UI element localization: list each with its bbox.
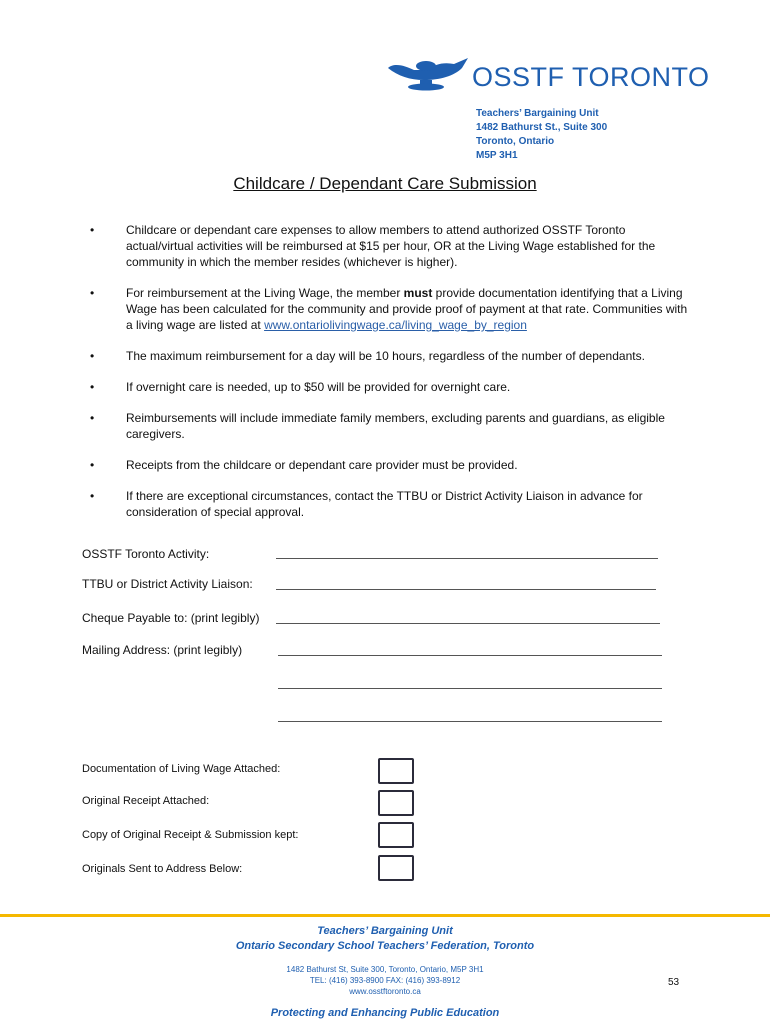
cheque-label: Cheque Payable to: (print legibly): [82, 611, 260, 625]
mailing-address-field[interactable]: [278, 721, 662, 722]
address-line: M5P 3H1: [476, 150, 518, 161]
address-line: 1482 Bathurst St., Suite 300: [476, 122, 608, 133]
list-item: [90, 410, 690, 442]
bullet-icon: •: [90, 458, 95, 472]
bullet-icon: •: [90, 411, 95, 425]
bullet-text: Reimbursements will include immediate family members, excluding parents and guardians, as eligible caregivers.: [126, 411, 665, 441]
originals-sent-checkbox[interactable]: [378, 855, 414, 881]
mailing-label: Mailing Address: (print legibly): [82, 643, 243, 657]
checkbox-label: Copy of Original Receipt & Submission kept:: [82, 829, 299, 841]
mailing-address-field[interactable]: [278, 688, 662, 689]
living-wage-link[interactable]: www.ontariolivingwage.ca/living_wage_by_region: [264, 318, 527, 332]
bullet-icon: •: [90, 380, 95, 394]
page-number: 53: [668, 977, 680, 988]
liaison-label: TTBU or District Activity Liaison:: [82, 577, 253, 591]
bullet-icon: •: [90, 349, 95, 363]
bullet-text: Childcare or dependant care expenses to allow members to attend authorized OSSTF Toronto actual/virtual activities will be reimbursed at $15 per hour, OR at the Living Wage established for the community in which the member resides (whichever is higher).: [126, 223, 656, 269]
list-item: [90, 488, 690, 520]
bullet-list: [90, 222, 690, 535]
bullet-text: If there are exceptional circumstances, contact the TTBU or District Activity Liaison in advance for consideration of special approval.: [126, 489, 643, 519]
receipt-attached-checkbox[interactable]: [378, 790, 414, 816]
footer-website[interactable]: www.osstftoronto.ca: [349, 987, 421, 996]
footer-phone: TEL: (416) 393-8900 FAX: (416) 393-8912: [309, 976, 461, 985]
oil-lamp-icon: [384, 52, 470, 97]
emphasis-must: must: [403, 286, 433, 300]
bullet-icon: •: [90, 286, 95, 300]
bullet-icon: •: [90, 223, 95, 237]
footer-address: 1482 Bathurst St, Suite 300, Toronto, Ontario, M5P 3H1: [286, 965, 484, 974]
list-item: [90, 379, 690, 395]
checkbox-label: Originals Sent to Address Below:: [82, 863, 243, 875]
checkbox-label: Original Receipt Attached:: [82, 795, 210, 807]
mailing-address-field[interactable]: [278, 655, 662, 656]
activity-label: OSSTF Toronto Activity:: [82, 547, 210, 561]
checkbox-label: Documentation of Living Wage Attached:: [82, 763, 281, 775]
address-line: Toronto, Ontario: [476, 136, 555, 147]
bullet-text: For reimbursement at the Living Wage, the member: [126, 286, 404, 300]
footer-unit: Teachers’ Bargaining Unit: [317, 925, 453, 937]
page-title: Childcare / Dependant Care Submission: [233, 174, 537, 193]
footer-federation: Ontario Secondary School Teachers’ Federation, Toronto: [235, 940, 535, 952]
cheque-payable-field[interactable]: [276, 623, 660, 624]
copy-kept-checkbox[interactable]: [378, 822, 414, 848]
liaison-field[interactable]: [276, 589, 656, 590]
bullet-icon: •: [90, 489, 95, 503]
bullet-text: The maximum reimbursement for a day will be 10 hours, regardless of the number of dependants.: [126, 349, 645, 363]
header-address: [476, 107, 607, 163]
activity-field[interactable]: [276, 558, 658, 559]
list-item: [90, 348, 690, 364]
bullet-text: If overnight care is needed, up to $50 will be provided for overnight care.: [126, 380, 511, 394]
bullet-text: provide documentation identifying that a Living Wage has been calculated for the community and provide proof of payment at that rate. Communities with a living wage are listed at: [126, 286, 688, 332]
footer-divider: [0, 914, 770, 917]
list-item: [90, 222, 690, 270]
bullet-text: Receipts from the childcare or dependant care provider must be provided.: [126, 458, 518, 472]
address-line: Teachers’ Bargaining Unit: [476, 108, 599, 119]
list-item: [90, 285, 690, 333]
org-name: OSSTF TORONTO: [472, 62, 710, 92]
list-item: [90, 457, 690, 473]
footer-tagline: Protecting and Enhancing Public Education: [270, 1007, 500, 1019]
footer-contact: [0, 964, 770, 997]
living-wage-checkbox[interactable]: [378, 758, 414, 784]
